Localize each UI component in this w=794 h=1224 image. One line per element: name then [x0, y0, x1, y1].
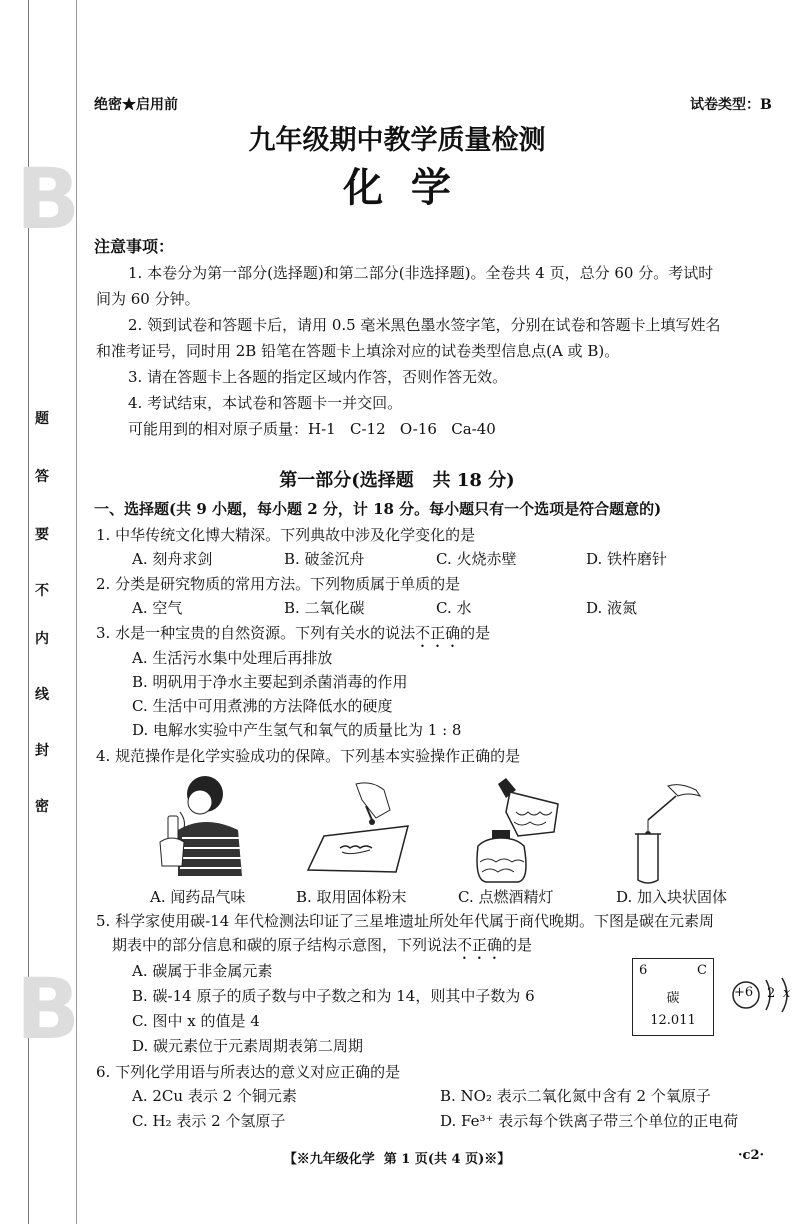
question-stem: 5. 科学家使用碳-14 年代检测法印证了三星堆遗址所处年代属于商代晚期。下图是碳在元素周: [96, 912, 715, 930]
option: C. 生活中可用煮沸的方法降低水的硬度: [132, 697, 393, 715]
atomic-number: 6: [639, 963, 648, 978]
shell-electrons: 2: [767, 986, 776, 1001]
note-line: 和准考证号，同时用 2B 铅笔在答题卡上填涂对应的试卷类型信息点(A 或 B)。: [96, 342, 620, 360]
question-stem: 4. 规范操作是化学实验成功的保障。下列基本实验操作正确的是: [96, 747, 521, 765]
option: A. 碳属于非金属元素: [132, 962, 273, 980]
option: B. NO₂ 表示二氧化氮中含有 2 个氧原子: [440, 1087, 711, 1105]
option: B. 取用固体粉末: [296, 888, 407, 906]
binding-char: 内: [35, 631, 49, 647]
note-line: 1. 本卷分为第一部分(选择题)和第二部分(非选择题)。全卷共 4 页，总分 60 分。考试时: [128, 264, 714, 282]
option: D. 加入块状固体: [616, 888, 728, 906]
exam-title: 九年级期中教学质量检测: [248, 125, 546, 156]
binding-char: 不: [35, 583, 49, 599]
emphasized-text: 不正确: [415, 624, 461, 642]
paper-type-watermark: B: [16, 150, 81, 248]
option: D. 铁杵磨针: [586, 550, 668, 568]
atomic-mass: 12.011: [650, 1013, 696, 1028]
option: A. 生活污水集中处理后再排放: [132, 649, 333, 667]
secret-label: 绝密★启用前: [94, 97, 178, 113]
emphasized-text: 不正确: [457, 936, 503, 954]
option: B. 明矾用于净水主要起到杀菌消毒的作用: [132, 673, 408, 691]
option: C. H₂ 表示 2 个氢原子: [132, 1112, 286, 1130]
nucleus-charge: +6: [734, 985, 754, 1000]
notes-heading: 注意事项：: [94, 237, 175, 256]
stem-text: 3. 水是一种宝贵的自然资源。下列有关水的说法: [96, 624, 416, 642]
option: A. 2Cu 表示 2 个铜元素: [132, 1087, 297, 1105]
option: C. 火烧赤壁: [436, 550, 517, 568]
shell-electrons: x: [783, 986, 791, 1001]
binding-char: 要: [35, 527, 49, 543]
question-stem: 6. 下列化学用语与所表达的意义对应正确的是: [96, 1063, 401, 1081]
option: A. 闻药品气味: [150, 888, 246, 906]
periodic-table-cell: [632, 958, 714, 1036]
question-stem-cont: [112, 934, 532, 963]
option: A. 空气: [132, 599, 183, 617]
option: C. 点燃酒精灯: [458, 888, 554, 906]
page-code: ·c2·: [738, 1148, 765, 1163]
binding-char: 线: [35, 687, 49, 703]
alcohol-lamp-figure: [458, 776, 568, 886]
paper-type-label: 试卷类型：B: [690, 97, 772, 113]
stem-text: 的是: [460, 624, 491, 642]
element-name: 碳: [666, 991, 680, 1006]
element-symbol: C: [697, 963, 707, 978]
note-line: 3. 请在答题卡上各题的指定区域内作答，否则作答无效。: [128, 368, 508, 386]
stem-text: 期表中的部分信息和碳的原子结构示意图，下列说法: [112, 936, 458, 954]
option: B. 碳-14 原子的质子数与中子数之和为 14，则其中子数为 6: [132, 987, 535, 1005]
note-line: 2. 领到试卷和答题卡后，请用 0.5 毫米黑色墨水签字笔，分别在试卷和答题卡上填写姓名: [128, 316, 721, 334]
option: D. 电解水实验中产生氢气和氧气的质量比为 1 : 8: [132, 721, 462, 739]
stem-text: 的是: [502, 936, 533, 954]
option: C. 水: [436, 599, 472, 617]
option: D. 液氮: [586, 599, 638, 617]
option: D. Fe³⁺ 表示每个铁离子带三个单位的正电荷: [440, 1112, 739, 1130]
atomic-masses: 可能用到的相对原子质量：H-1 C-12 O-16 Ca-40: [128, 420, 496, 438]
question-stem: 2. 分类是研究物质的常用方法。下列物质属于单质的是: [96, 575, 461, 593]
page-footer: 【※九年级化学 第 1 页(共 4 页)※】: [283, 1152, 511, 1167]
solid-powder-figure: [300, 780, 410, 876]
binding-char: 答: [35, 469, 49, 485]
add-solid-figure: [618, 782, 718, 886]
section-instruction: 一、选择题(共 9 小题，每小题 2 分，计 18 分。每小题只有一个选项是符合题意的): [94, 500, 662, 518]
paper-type-watermark: B: [16, 960, 81, 1058]
note-line: 间为 60 分钟。: [96, 290, 200, 308]
binding-char: 封: [35, 743, 49, 759]
option: D. 碳元素位于元素周期表第二周期: [132, 1037, 364, 1055]
part1-heading: 第一部分(选择题 共 18 分): [279, 470, 515, 491]
smell-reagent-figure: [150, 772, 250, 880]
option: A. 刻舟求剑: [132, 550, 213, 568]
subject-title: 化 学: [343, 164, 451, 211]
option: C. 图中 x 的值是 4: [132, 1012, 260, 1030]
option: B. 二氧化碳: [284, 599, 365, 617]
option: B. 破釜沉舟: [284, 550, 365, 568]
question-stem: 1. 中华传统文化博大精深。下列典故中涉及化学变化的是: [96, 526, 476, 544]
binding-char: 题: [35, 411, 49, 427]
binding-char: 密: [35, 799, 49, 815]
note-line: 4. 考试结束，本试卷和答题卡一并交回。: [128, 394, 403, 412]
